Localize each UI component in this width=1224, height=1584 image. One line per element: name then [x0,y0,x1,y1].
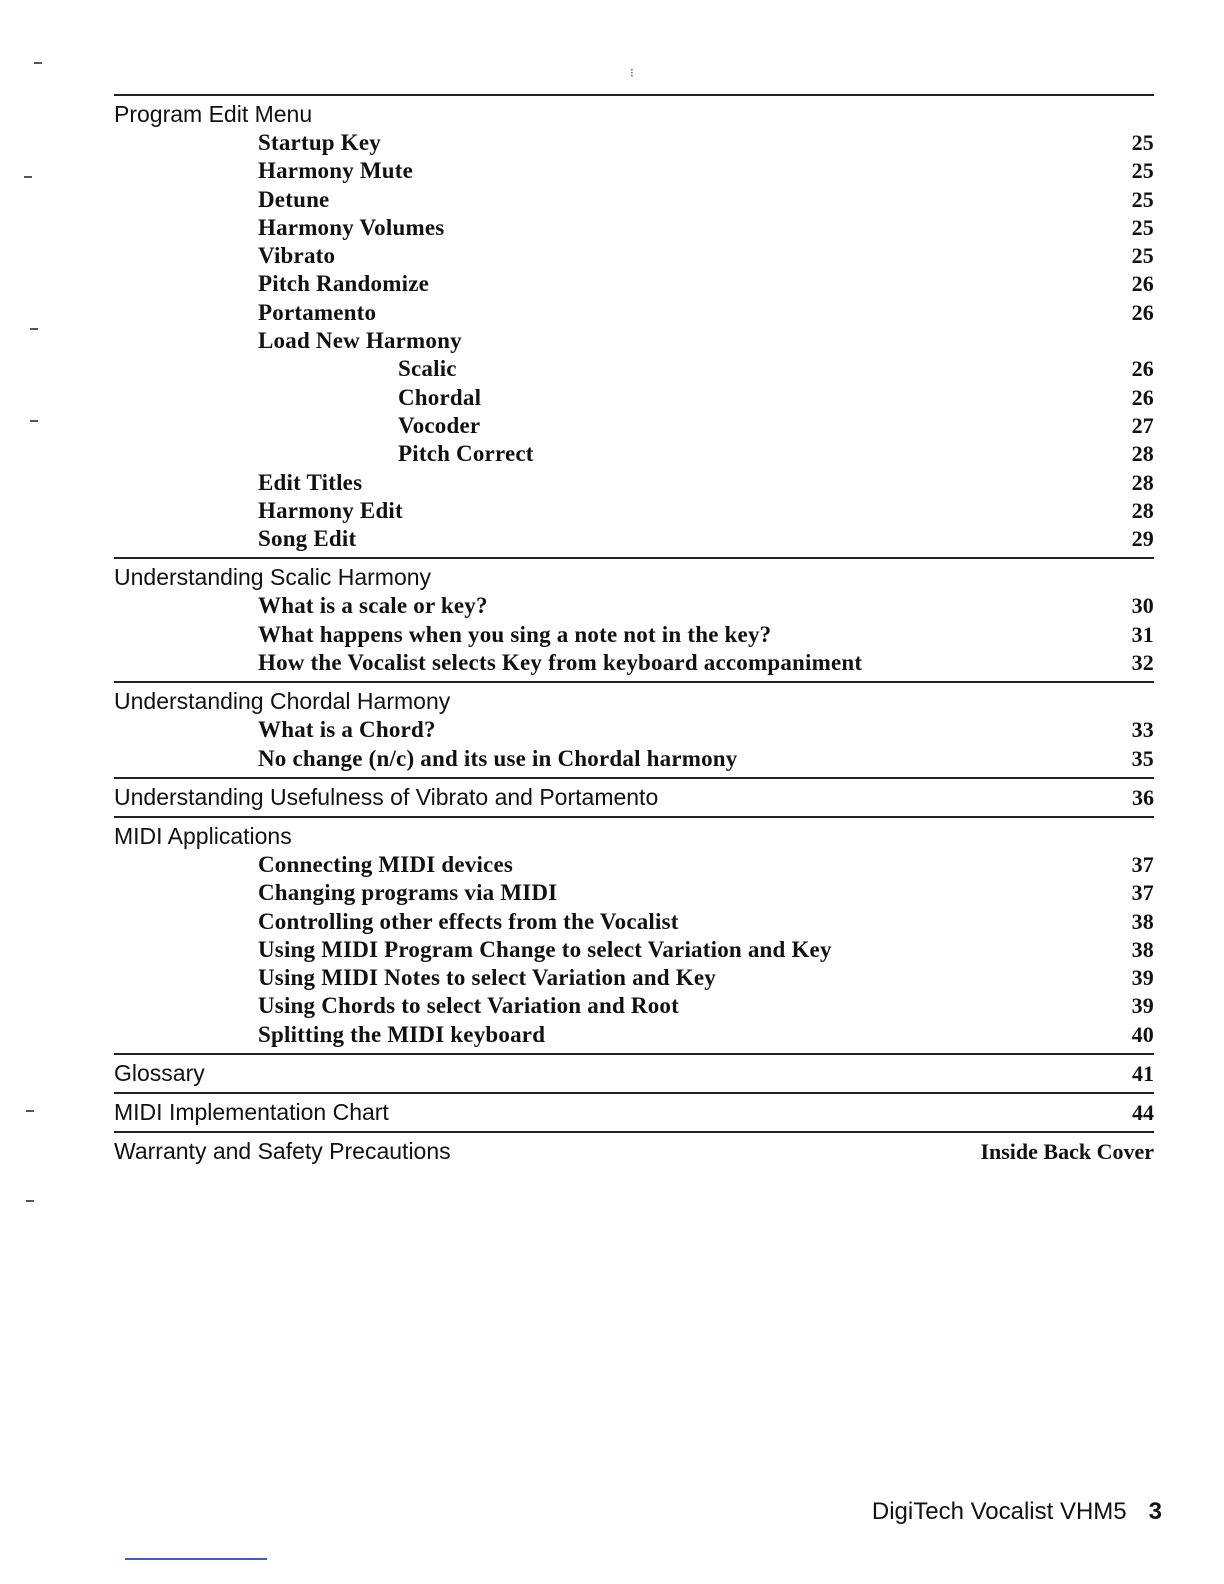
entry-page: 32 [1131,650,1154,676]
entry-title: Using MIDI Notes to select Variation and Key [258,965,716,991]
entry-page: 38 [1131,908,1154,934]
entry-title: What is a Chord? [258,717,436,743]
margin-mark [26,1200,34,1202]
entry-title: Splitting the MIDI keyboard [258,1021,546,1047]
entry-page: 31 [1131,621,1154,647]
entry-title: No change (n/c) and its use in Chordal harmony [258,745,738,771]
entry-title: Harmony Volumes [258,214,445,240]
entry-page: 25 [1131,158,1154,184]
entry-page: 37 [1131,880,1154,906]
toc-entry[interactable] [114,497,1154,525]
margin-mark [24,176,32,178]
toc-entry[interactable] [114,384,1154,412]
entry-page: 33 [1131,717,1154,743]
entry-page: 37 [1131,851,1154,877]
entry-page: 28 [1131,441,1154,467]
entry-page: 25 [1131,186,1154,212]
section-title: MIDI Applications [114,822,292,849]
section-heading[interactable] [114,782,1154,812]
toc-entry[interactable] [114,745,1154,773]
entry-page: 40 [1131,1021,1154,1047]
toc-entry[interactable] [114,964,1154,992]
entry-title: Controlling other effects from the Vocalist [258,908,679,934]
toc-entry[interactable] [114,908,1154,936]
footer-product: DigiTech Vocalist VHM5 [871,1498,1127,1525]
section-heading[interactable] [114,1058,1154,1088]
section-heading[interactable] [114,1136,1154,1166]
section-heading[interactable] [114,562,1154,592]
margin-mark [30,328,38,330]
toc-entry[interactable] [114,992,1154,1020]
section-page: Inside Back Cover [980,1139,1154,1165]
entry-title: Vibrato [258,243,336,269]
page-footer [872,1498,1162,1526]
entry-title: Changing programs via MIDI [258,880,558,906]
toc-entry[interactable] [114,327,1154,355]
entry-title: Pitch Correct [398,441,534,467]
entry-title: Harmony Mute [258,158,414,184]
toc-section [114,1131,1154,1170]
toc-entry[interactable] [114,270,1154,298]
entry-page: 26 [1131,384,1154,410]
toc-entry[interactable] [114,214,1154,242]
entry-page: 26 [1131,299,1154,325]
entry-page: 28 [1131,469,1154,495]
section-title: Understanding Chordal Harmony [114,688,451,715]
toc-entry[interactable] [114,621,1154,649]
section-page: 41 [1132,1061,1154,1087]
entry-page: 29 [1131,526,1154,552]
toc-section [114,681,1154,777]
toc-entry[interactable] [114,649,1154,677]
entry-title: Harmony Edit [258,497,403,523]
margin-mark [26,1110,34,1112]
toc-entry[interactable] [114,716,1154,744]
entry-page: 25 [1131,243,1154,269]
section-page: 44 [1132,1100,1154,1126]
entry-title: Using Chords to select Variation and Root [258,993,679,1019]
section-heading[interactable] [114,686,1154,716]
section-title: Program Edit Menu [114,101,313,127]
entry-title: What happens when you sing a note not in the key? [258,621,772,647]
margin-mark [34,62,42,64]
toc-entry[interactable] [114,469,1154,497]
section-heading[interactable] [114,1097,1154,1127]
entry-title: Vocoder [398,412,481,438]
margin-mark [30,420,38,422]
entry-title: Startup Key [258,130,381,155]
toc-entry[interactable] [114,592,1154,620]
entry-title: What is a scale or key? [258,593,488,619]
table-of-contents [114,94,1154,1170]
toc-entry[interactable] [114,440,1154,468]
section-heading[interactable] [114,821,1154,851]
toc-section [114,1053,1154,1092]
entry-title: Chordal [398,384,482,410]
scan-artifact: ⁝ [630,66,634,80]
entry-page: 38 [1131,936,1154,962]
toc-entry[interactable] [114,186,1154,214]
entry-title: Song Edit [258,526,357,552]
entry-page: 26 [1131,271,1154,297]
toc-entry[interactable] [114,525,1154,553]
section-heading[interactable] [114,99,1154,129]
toc-section [114,777,1154,816]
entry-title: Connecting MIDI devices [258,851,514,877]
toc-entry[interactable] [114,129,1154,157]
toc-entry[interactable] [114,157,1154,185]
entry-page: 39 [1131,993,1154,1019]
toc-section [114,1092,1154,1131]
entry-page: 28 [1131,497,1154,523]
entry-page: 30 [1131,593,1154,619]
toc-entry[interactable] [114,936,1154,964]
toc-section [114,557,1154,681]
entry-title: Pitch Randomize [258,271,430,297]
section-title: Glossary [114,1060,205,1087]
toc-section [114,94,1154,557]
scan-line [125,1558,267,1560]
entry-page: 25 [1131,214,1154,240]
toc-entry[interactable] [114,879,1154,907]
toc-section [114,816,1154,1053]
entry-page: 39 [1131,965,1154,991]
section-title: Understanding Scalic Harmony [114,564,432,591]
toc-entry[interactable] [114,355,1154,383]
entry-page: 25 [1131,130,1154,155]
section-title: Understanding Usefulness of Vibrato and Portamento [114,783,659,810]
entry-title: Load New Harmony [258,328,462,354]
entry-page: 26 [1131,356,1154,382]
section-title: Warranty and Safety Precautions [114,1138,451,1165]
entry-title: Detune [258,186,330,212]
section-title: MIDI Implementation Chart [114,1099,389,1126]
entry-title: Using MIDI Program Change to select Variation and Key [258,936,832,962]
toc-entry[interactable] [114,851,1154,879]
toc-entry[interactable] [114,242,1154,270]
entry-page: 35 [1131,745,1154,771]
toc-entry[interactable] [114,412,1154,440]
entry-title: Edit Titles [258,469,363,495]
entry-title: Portamento [258,299,377,325]
footer-page-number: 3 [1148,1498,1162,1525]
toc-entry[interactable] [114,1021,1154,1049]
entry-title: How the Vocalist selects Key from keyboard accompaniment [258,650,863,676]
entry-page: 27 [1131,412,1154,438]
toc-entry[interactable] [114,299,1154,327]
section-page: 36 [1132,784,1154,810]
entry-title: Scalic [398,356,457,382]
